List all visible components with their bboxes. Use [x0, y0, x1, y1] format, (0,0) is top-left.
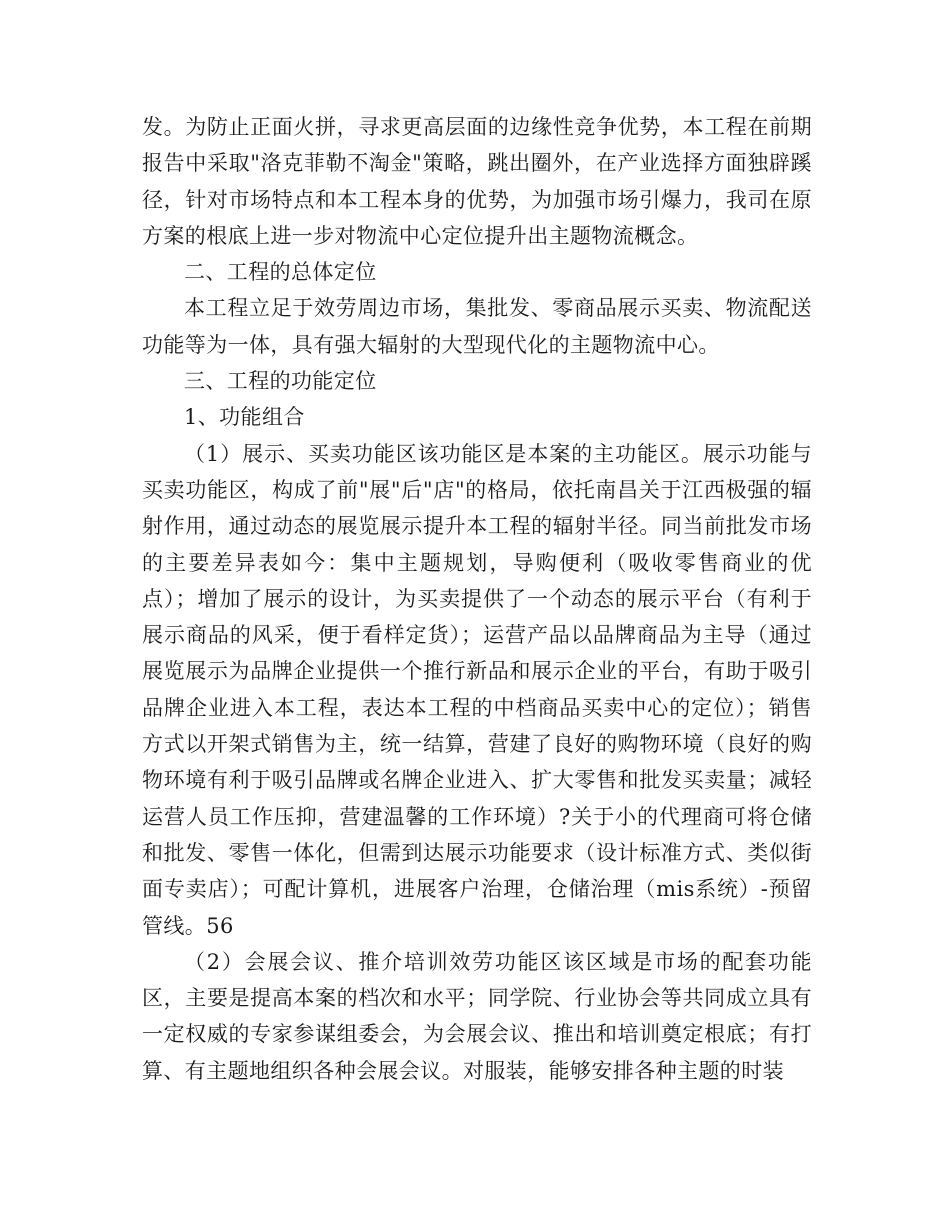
paragraph-overall-positioning: 本工程立足于效劳周边市场，集批发、零商品展示买卖、物流配送功能等为一体，具有强大辐射的大型现代化的主题物流中心。 [142, 296, 812, 357]
section-heading-overall-positioning: 二、工程的总体定位 [184, 260, 377, 285]
section-heading-function-positioning: 三、工程的功能定位 [184, 369, 377, 394]
paragraph-continuation: 发。为防止正面火拼，寻求更高层面的边缘性竞争优势，本工程在前期报告中采取"洛克菲勒不淘金"策略，跳出圈外，在产业选择方面独辟蹊径，针对市场特点和本工程本身的优势，为加强市场引爆力，我司在原方案的根底上进一步对物流中心定位提升出主题物流概念。 [142, 115, 812, 248]
subsection-heading-function-combination: 1、功能组合 [184, 405, 305, 430]
paragraph-display-trade-area: （1）展示、买卖功能区该功能区是本案的主功能区。展示功能与买卖功能区，构成了前"展"后"店"的格局，依托南昌关于江西极强的辐射作用，通过动态的展览展示提升本工程的辐射半径。同当前批发市场的主要差异表如今：集中主题规划，导购便利（吸收零售商业的优点）；增加了展示的设计，为买卖提供了一个动态的展示平台（有利于展示商品的风采，便于看样定货）；运营产品以品牌商品为主导（通过展览展示为品牌企业提供一个推行新品和展示企业的平台，有助于吸引品牌企业进入本工程，表达本工程的中档商品买卖中心的定位）；销售方式以开架式销售为主，统一结算，营建了良好的购物环境（良好的购物环境有利于吸引品牌或名牌企业进入、扩大零售和批发买卖量；减轻运营人员工作压抑，营建温馨的工作环境）?关于小的代理商可将仓储和批发、零售一体化，但需到达展示功能要求（设计标准方式、类似街面专卖店）；可配计算机，进展客户治理，仓储治理（mis系统）-预留管线。56 [142, 441, 812, 938]
document-body [142, 109, 812, 1089]
paragraph-conference-training-area: （2）会展会议、推介培训效劳功能区该区域是市场的配套功能区，主要是提高本案的档次和水平；同学院、行业协会等共同成立具有一定权威的专家参谋组委会，为会展会议、推出和培训奠定根底；有打算、有主题地组织各种会展会议。对服装，能够安排各种主题的时装 [142, 949, 812, 1083]
